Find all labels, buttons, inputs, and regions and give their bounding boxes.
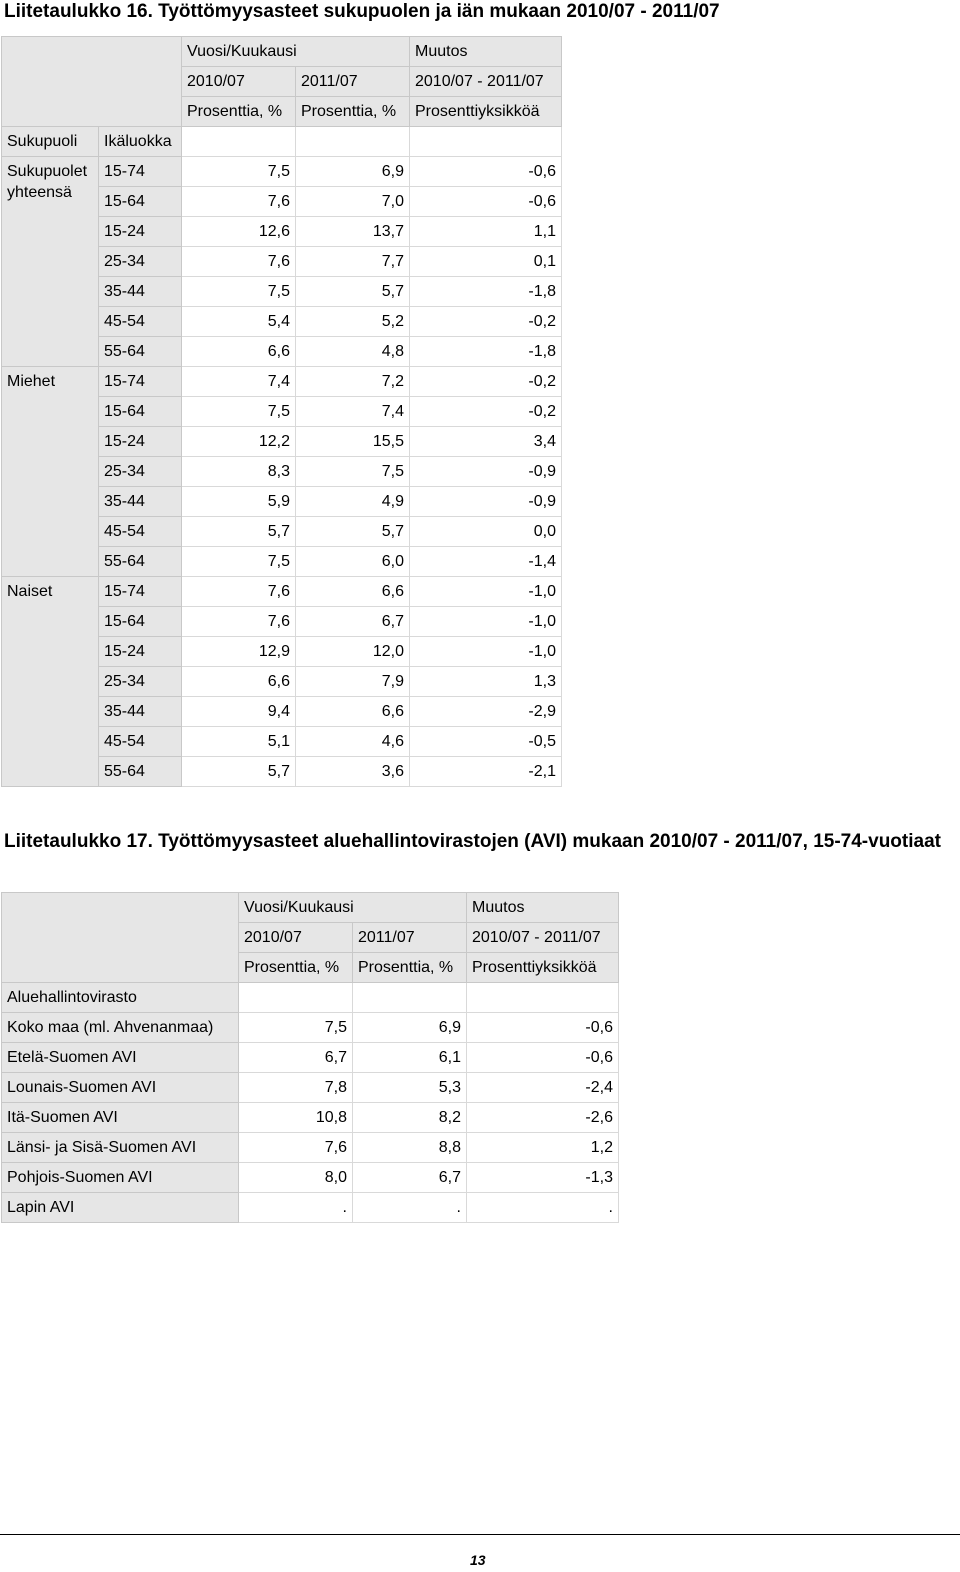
value-2010: 5,9 — [182, 487, 296, 517]
value-change: -0,5 — [410, 727, 562, 757]
value-2010: 7,8 — [239, 1073, 353, 1103]
age-label: 55-64 — [99, 337, 182, 367]
row-header-labels — [2, 983, 619, 1013]
row-header-age: Ikäluokka — [99, 127, 182, 157]
value-2011: 4,9 — [296, 487, 410, 517]
value-2011: 7,4 — [296, 397, 410, 427]
value-change: -1,0 — [410, 577, 562, 607]
age-label: 55-64 — [99, 547, 182, 577]
empty-cell — [239, 983, 353, 1013]
value-2010: 12,2 — [182, 427, 296, 457]
value-change: -1,8 — [410, 337, 562, 367]
value-2011: . — [353, 1193, 467, 1223]
table17 — [1, 892, 619, 1223]
value-2011: 15,5 — [296, 427, 410, 457]
age-label: 35-44 — [99, 697, 182, 727]
value-change: 0,0 — [410, 517, 562, 547]
header-group: Vuosi/Kuukausi — [239, 893, 467, 923]
value-change: . — [467, 1193, 619, 1223]
value-2010: 5,7 — [182, 517, 296, 547]
age-label: 15-74 — [99, 157, 182, 187]
age-label: 15-24 — [99, 427, 182, 457]
value-2010: 7,6 — [182, 577, 296, 607]
value-2010: 7,4 — [182, 367, 296, 397]
table16 — [1, 36, 562, 787]
age-label: 35-44 — [99, 277, 182, 307]
table16-body — [2, 37, 562, 787]
value-2011: 6,9 — [353, 1013, 467, 1043]
value-change: -0,2 — [410, 397, 562, 427]
value-2011: 3,6 — [296, 757, 410, 787]
empty-cell — [410, 127, 562, 157]
value-2011: 6,7 — [296, 607, 410, 637]
sex-group-label: Miehet — [2, 367, 99, 577]
value-2011: 6,9 — [296, 157, 410, 187]
value-2011: 5,7 — [296, 277, 410, 307]
row-header-labels — [2, 127, 562, 157]
table17-title: Liitetaulukko 17. Työttömyysasteet aluehallintovirastojen (AVI) mukaan 2010/07 - 2011/07, 15-74-vuotiaat — [4, 831, 941, 852]
value-2010: 7,6 — [239, 1133, 353, 1163]
value-2010: 12,6 — [182, 217, 296, 247]
age-label: 15-64 — [99, 397, 182, 427]
value-change: -2,4 — [467, 1073, 619, 1103]
value-2010: 5,1 — [182, 727, 296, 757]
table17-body — [2, 893, 619, 1223]
header-period: 2010/07 — [239, 923, 353, 953]
sex-group-label: Naiset — [2, 577, 99, 787]
value-2011: 5,2 — [296, 307, 410, 337]
age-label: 15-64 — [99, 607, 182, 637]
value-2011: 13,7 — [296, 217, 410, 247]
table-row — [2, 157, 562, 187]
header-unit: Prosenttiyksikköä — [410, 97, 562, 127]
value-2011: 6,1 — [353, 1043, 467, 1073]
table-row — [2, 1163, 619, 1193]
region-label: Lounais-Suomen AVI — [2, 1073, 239, 1103]
value-2011: 8,8 — [353, 1133, 467, 1163]
table-row — [2, 1073, 619, 1103]
value-change: 1,3 — [410, 667, 562, 697]
value-2010: 12,9 — [182, 637, 296, 667]
region-label: Lapin AVI — [2, 1193, 239, 1223]
value-2010: 7,5 — [239, 1013, 353, 1043]
header-group: Vuosi/Kuukausi — [182, 37, 410, 67]
age-label: 25-34 — [99, 667, 182, 697]
value-change: -0,9 — [410, 487, 562, 517]
value-2011: 6,6 — [296, 577, 410, 607]
table-row — [2, 1103, 619, 1133]
value-2010: 7,5 — [182, 277, 296, 307]
value-change: -0,9 — [410, 457, 562, 487]
value-change: 1,1 — [410, 217, 562, 247]
value-change: -0,2 — [410, 307, 562, 337]
value-2010: 7,6 — [182, 607, 296, 637]
value-2010: 7,5 — [182, 547, 296, 577]
value-change: -0,6 — [410, 187, 562, 217]
value-2010: 6,6 — [182, 667, 296, 697]
age-label: 25-34 — [99, 247, 182, 277]
value-2011: 7,5 — [296, 457, 410, 487]
value-change: -1,4 — [410, 547, 562, 577]
header-corner — [2, 37, 182, 127]
region-label: Länsi- ja Sisä-Suomen AVI — [2, 1133, 239, 1163]
value-2011: 8,2 — [353, 1103, 467, 1133]
header-period: 2010/07 - 2011/07 — [410, 67, 562, 97]
age-label: 45-54 — [99, 307, 182, 337]
empty-cell — [467, 983, 619, 1013]
age-label: 35-44 — [99, 487, 182, 517]
value-change: -2,1 — [410, 757, 562, 787]
value-2010: 5,7 — [182, 757, 296, 787]
value-2011: 5,7 — [296, 517, 410, 547]
value-2011: 7,7 — [296, 247, 410, 277]
value-2010: 7,5 — [182, 397, 296, 427]
table-row — [2, 1013, 619, 1043]
header-corner — [2, 893, 239, 983]
value-change: 1,2 — [467, 1133, 619, 1163]
footer-divider — [0, 1534, 960, 1535]
age-label: 25-34 — [99, 457, 182, 487]
header-change: Muutos — [410, 37, 562, 67]
region-label: Koko maa (ml. Ahvenanmaa) — [2, 1013, 239, 1043]
value-change: -1,3 — [467, 1163, 619, 1193]
value-change: 0,1 — [410, 247, 562, 277]
value-2011: 5,3 — [353, 1073, 467, 1103]
table16-title: Liitetaulukko 16. Työttömyysasteet sukupuolen ja iän mukaan 2010/07 - 2011/07 — [4, 1, 720, 22]
age-label: 15-74 — [99, 577, 182, 607]
header-row — [2, 37, 562, 67]
table-row — [2, 367, 562, 397]
value-2011: 12,0 — [296, 637, 410, 667]
value-2011: 7,0 — [296, 187, 410, 217]
region-label: Etelä-Suomen AVI — [2, 1043, 239, 1073]
header-period: 2011/07 — [353, 923, 467, 953]
value-change: -0,2 — [410, 367, 562, 397]
value-change: -1,8 — [410, 277, 562, 307]
table-row — [2, 1193, 619, 1223]
table-row — [2, 1133, 619, 1163]
header-period: 2010/07 — [182, 67, 296, 97]
value-2011: 6,0 — [296, 547, 410, 577]
value-2010: 8,3 — [182, 457, 296, 487]
value-change: -2,9 — [410, 697, 562, 727]
value-2011: 6,7 — [353, 1163, 467, 1193]
value-change: -1,0 — [410, 607, 562, 637]
page-number: 13 — [470, 1552, 486, 1568]
value-2010: 6,6 — [182, 337, 296, 367]
age-label: 15-74 — [99, 367, 182, 397]
empty-cell — [353, 983, 467, 1013]
region-label: Itä-Suomen AVI — [2, 1103, 239, 1133]
empty-cell — [296, 127, 410, 157]
value-2011: 4,6 — [296, 727, 410, 757]
age-label: 45-54 — [99, 727, 182, 757]
age-label: 15-24 — [99, 217, 182, 247]
value-change: -0,6 — [410, 157, 562, 187]
header-unit: Prosenttia, % — [182, 97, 296, 127]
value-2010: 7,5 — [182, 157, 296, 187]
age-label: 45-54 — [99, 517, 182, 547]
value-2011: 7,9 — [296, 667, 410, 697]
header-unit: Prosenttia, % — [239, 953, 353, 983]
value-2010: . — [239, 1193, 353, 1223]
header-period: 2011/07 — [296, 67, 410, 97]
empty-cell — [182, 127, 296, 157]
age-label: 55-64 — [99, 757, 182, 787]
value-2010: 8,0 — [239, 1163, 353, 1193]
header-period: 2010/07 - 2011/07 — [467, 923, 619, 953]
header-row — [2, 893, 619, 923]
header-change: Muutos — [467, 893, 619, 923]
value-change: -0,6 — [467, 1013, 619, 1043]
value-2010: 5,4 — [182, 307, 296, 337]
value-2010: 6,7 — [239, 1043, 353, 1073]
header-unit: Prosenttiyksikköä — [467, 953, 619, 983]
value-2011: 6,6 — [296, 697, 410, 727]
age-label: 15-64 — [99, 187, 182, 217]
value-change: -2,6 — [467, 1103, 619, 1133]
value-2011: 4,8 — [296, 337, 410, 367]
header-unit: Prosenttia, % — [296, 97, 410, 127]
row-header-sex: Sukupuoli — [2, 127, 99, 157]
value-2010: 10,8 — [239, 1103, 353, 1133]
sex-group-label: Sukupuolet yhteensä — [2, 157, 99, 367]
table-row — [2, 577, 562, 607]
age-label: 15-24 — [99, 637, 182, 667]
region-label: Pohjois-Suomen AVI — [2, 1163, 239, 1193]
value-2010: 9,4 — [182, 697, 296, 727]
table-row — [2, 1043, 619, 1073]
value-2011: 7,2 — [296, 367, 410, 397]
value-change: -1,0 — [410, 637, 562, 667]
value-2010: 7,6 — [182, 187, 296, 217]
value-2010: 7,6 — [182, 247, 296, 277]
header-unit: Prosenttia, % — [353, 953, 467, 983]
row-header-region: Aluehallintovirasto — [2, 983, 239, 1013]
value-change: -0,6 — [467, 1043, 619, 1073]
value-change: 3,4 — [410, 427, 562, 457]
